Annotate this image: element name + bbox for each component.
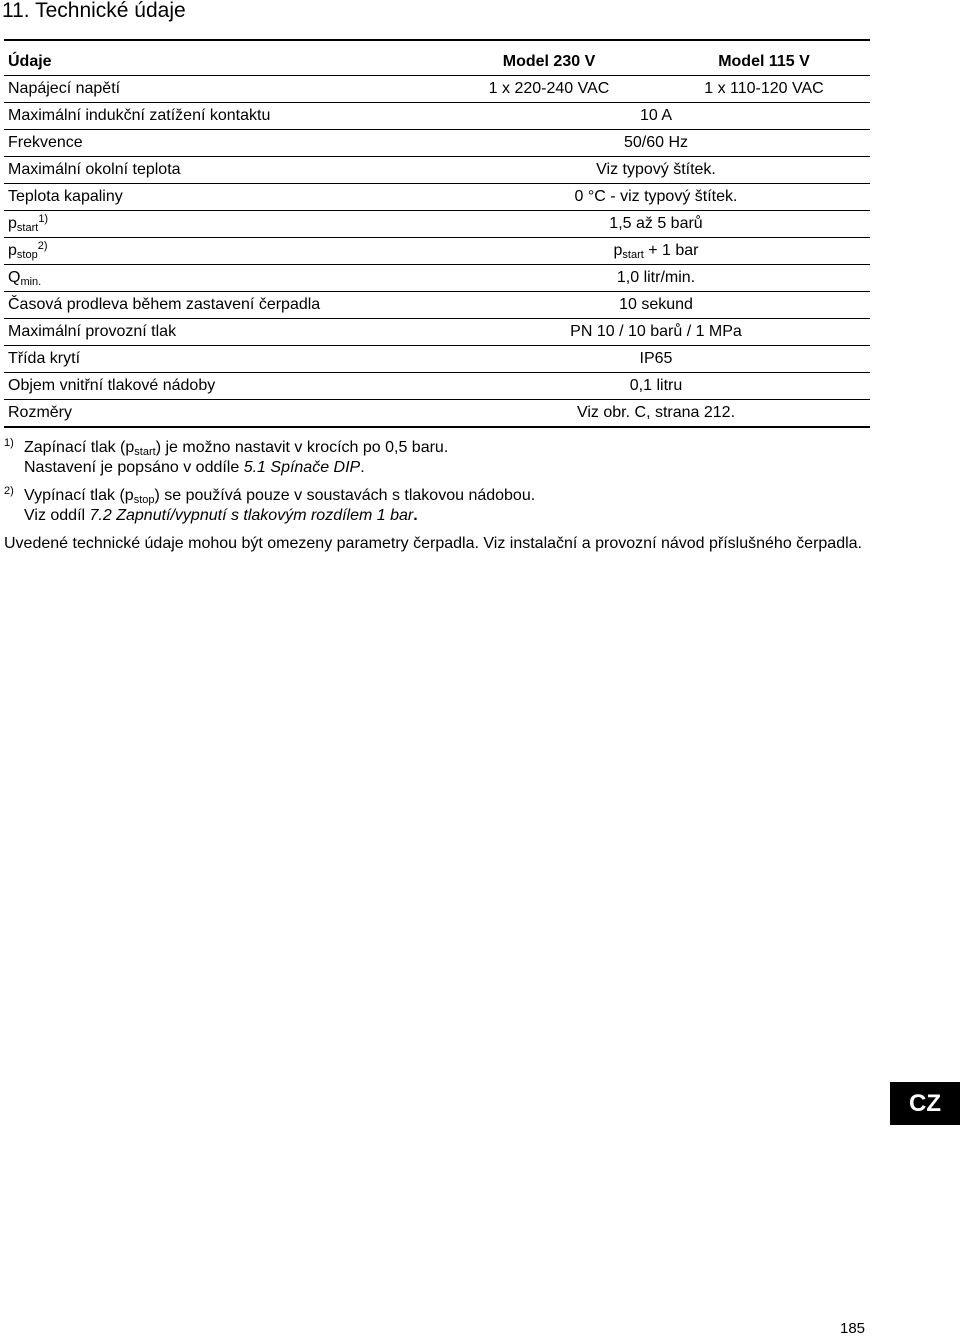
row-value: Viz obr. C, strana 212. [576,404,736,421]
row-value [613,242,698,260]
row-label: Napájecí napětí [8,80,121,97]
footnote-2-line-2 [24,506,418,526]
technical-data-note: Uvedené technické údaje mohou být omezeny parametry čerpadla. Viz instalační a provozní návod příslušného čerpadla. [4,535,862,552]
row-label: Maximální okolní teplota [8,161,181,178]
table-header-row [4,41,870,76]
row-value: 0,1 litru [629,377,683,394]
row-value: IP65 [639,350,673,367]
footnote-1-line-1 [24,438,448,458]
value-base: p [613,242,623,259]
row-value: 50/60 Hz [623,134,689,151]
table-row [4,184,870,211]
footnote-2-line-1 [24,486,535,506]
row-value: 10 A [639,107,673,124]
row-label-p-start [8,215,48,233]
fn-text: Zapínací tlak (p [24,439,135,456]
row-value: 0 °C - viz typový štítek. [574,188,738,205]
value-rest: + 1 bar [643,242,699,259]
label-subscript: min. [20,276,42,288]
table-row [4,346,870,373]
row-label: Rozměry [8,404,73,421]
fn-text: . [360,459,365,476]
fn-subscript: start [134,446,156,458]
row-value: 1,0 litr/min. [616,269,696,286]
fn-text: ) je možno nastavit v krocích po 0,5 baru. [155,439,449,456]
table-row [4,400,870,428]
fn-text: Nastavení je popsáno v oddíle [24,459,244,476]
table-row [4,292,870,319]
fn-text: Vypínací tlak (p [24,487,134,504]
technical-data-table [4,39,870,428]
section-title: 11. Technické údaje [2,0,186,22]
fn-text: ) se používá pouze v soustavách s tlakovou nádobou. [154,487,536,504]
table-row [4,238,870,265]
row-label: Objem vnitřní tlakové nádoby [8,377,216,394]
label-subscript: stop [16,249,38,261]
row-value: Viz typový štítek. [596,161,716,178]
language-badge: CZ [890,1082,960,1125]
row-value: 10 sekund [619,296,693,313]
footnote-ref: 1) [38,213,49,225]
row-label: Teplota kapaliny [8,188,123,205]
row-value: 1,5 až 5 barů [609,215,703,232]
row-label: Maximální provozní tlak [8,323,177,340]
row-label: Maximální indukční zatížení kontaktu [8,107,271,124]
row-value: PN 10 / 10 barů / 1 MPa [570,323,742,340]
fn-subscript: stop [133,494,155,506]
footnote-1-line-2 [24,458,365,478]
row-value-230: 1 x 220-240 VAC [488,80,610,97]
row-label: Třída krytí [8,350,81,367]
table-row [4,130,870,157]
label-base: p [8,215,17,232]
row-label: Frekvence [8,134,83,151]
header-model-230: Model 230 V [502,53,596,70]
label-subscript: start [16,222,39,234]
table-row [4,76,870,103]
table-row [4,373,870,400]
table-row [4,211,870,238]
table-row [4,319,870,346]
header-model-115: Model 115 V [718,53,810,70]
row-label-q-min [8,269,41,287]
row-value-115: 1 x 110-120 VAC [704,80,824,97]
table-row [4,157,870,184]
row-label-p-stop [8,242,47,260]
label-base: p [8,242,17,259]
table-row [4,103,870,130]
label-base: Q [8,269,21,286]
fn-reference: 7.2 Zapnutí/vypnutí s tlakovým rozdílem 1 bar [89,507,414,524]
page-number: 185 [840,1320,866,1337]
fn-text: . [413,507,418,524]
header-label: Údaje [8,53,52,70]
fn-text: Viz oddíl [24,507,90,524]
footnote-2-mark: 2) [4,485,14,497]
fn-reference: 5.1 Spínače DIP [243,459,361,476]
footnote-1-mark: 1) [4,437,14,449]
table-row [4,265,870,292]
row-label: Časová prodleva během zastavení čerpadla [8,296,321,313]
footnote-ref: 2) [37,240,48,252]
value-subscript: start [622,249,644,261]
